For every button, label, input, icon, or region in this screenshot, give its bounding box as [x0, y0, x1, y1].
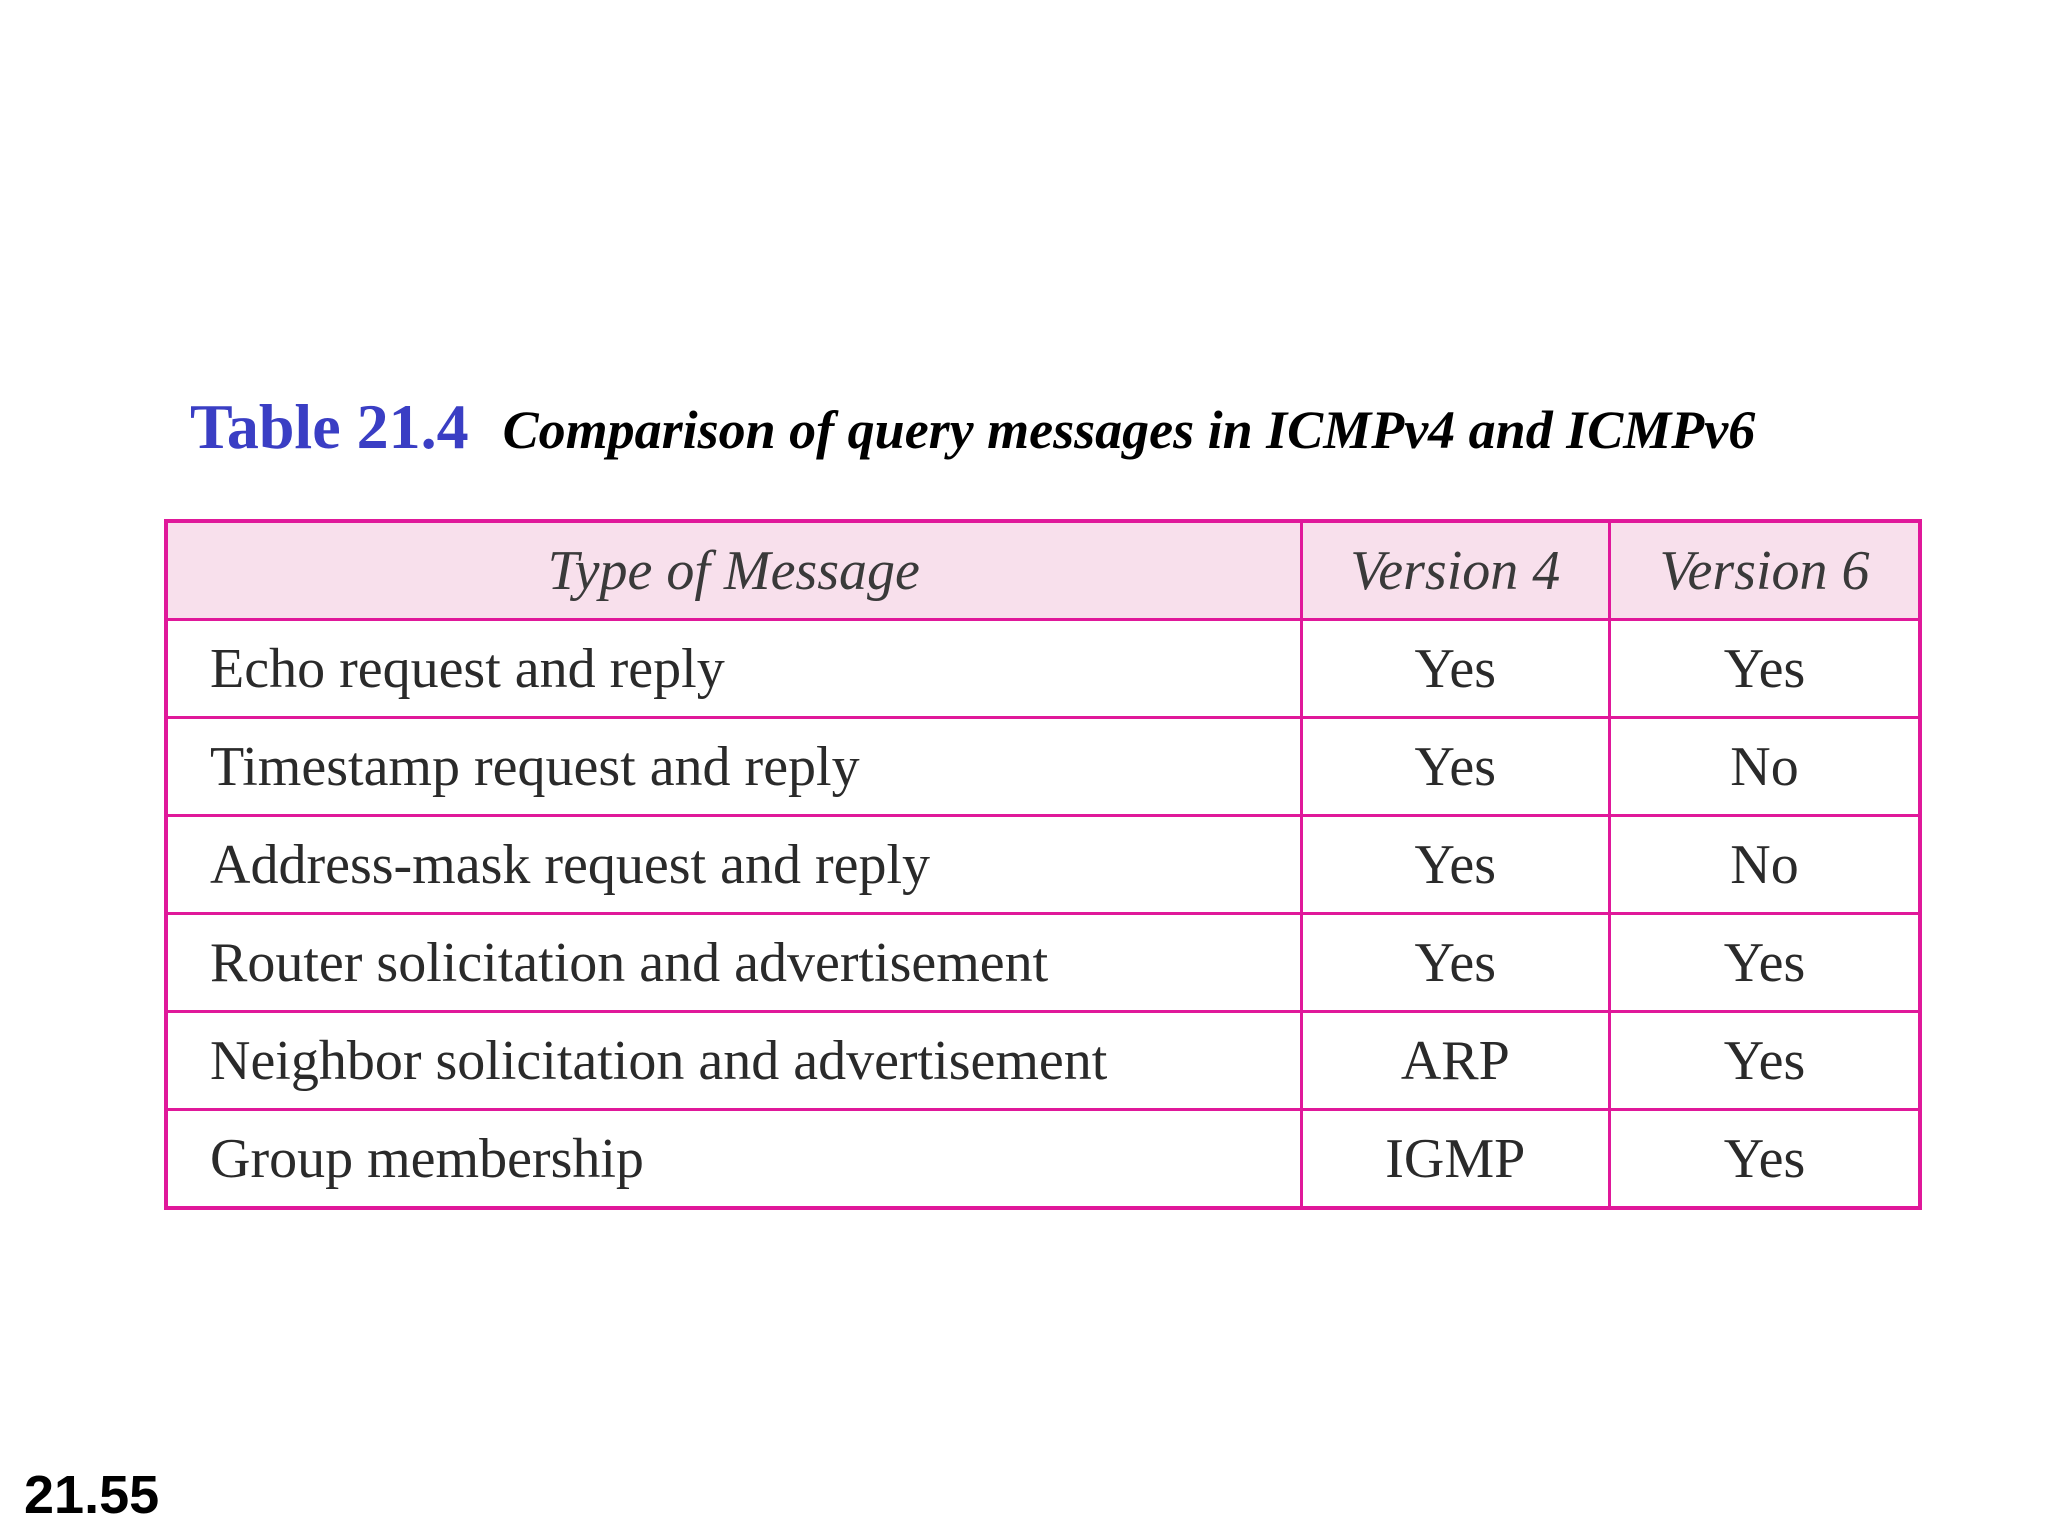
version-6-cell: No	[1610, 816, 1920, 914]
version-6-cell: No	[1610, 718, 1920, 816]
version-6-cell: Yes	[1610, 914, 1920, 1012]
header-version-4: Version 4	[1301, 521, 1609, 620]
caption-title: Comparison of query messages in ICMPv4 and ICMPv6	[502, 400, 1756, 460]
message-type-cell: Echo request and reply	[166, 620, 1301, 718]
table-row	[166, 620, 1920, 718]
message-type-cell: Timestamp request and reply	[166, 718, 1301, 816]
caption-label: Table 21.4	[190, 391, 469, 462]
version-6-cell: Yes	[1610, 1012, 1920, 1110]
version-4-cell: Yes	[1301, 620, 1609, 718]
message-type-cell: Address-mask request and reply	[166, 816, 1301, 914]
version-4-cell: ARP	[1301, 1012, 1609, 1110]
version-6-cell: Yes	[1610, 620, 1920, 718]
table-row	[166, 914, 1920, 1012]
slide-number: 21.55	[24, 1465, 160, 1525]
comparison-table	[164, 519, 1922, 1210]
version-4-cell: Yes	[1301, 816, 1609, 914]
table-row	[166, 816, 1920, 914]
table-row	[166, 1110, 1920, 1209]
header-version-6: Version 6	[1610, 521, 1920, 620]
header-type-of-message: Type of Message	[166, 521, 1301, 620]
version-4-cell: IGMP	[1301, 1110, 1609, 1209]
table-row	[166, 718, 1920, 816]
table-header-row	[166, 521, 1920, 620]
version-4-cell: Yes	[1301, 718, 1609, 816]
message-type-cell: Router solicitation and advertisement	[166, 914, 1301, 1012]
table-caption	[190, 391, 1756, 462]
table-row	[166, 1012, 1920, 1110]
message-type-cell: Neighbor solicitation and advertisement	[166, 1012, 1301, 1110]
version-4-cell: Yes	[1301, 914, 1609, 1012]
version-6-cell: Yes	[1610, 1110, 1920, 1209]
message-type-cell: Group membership	[166, 1110, 1301, 1209]
